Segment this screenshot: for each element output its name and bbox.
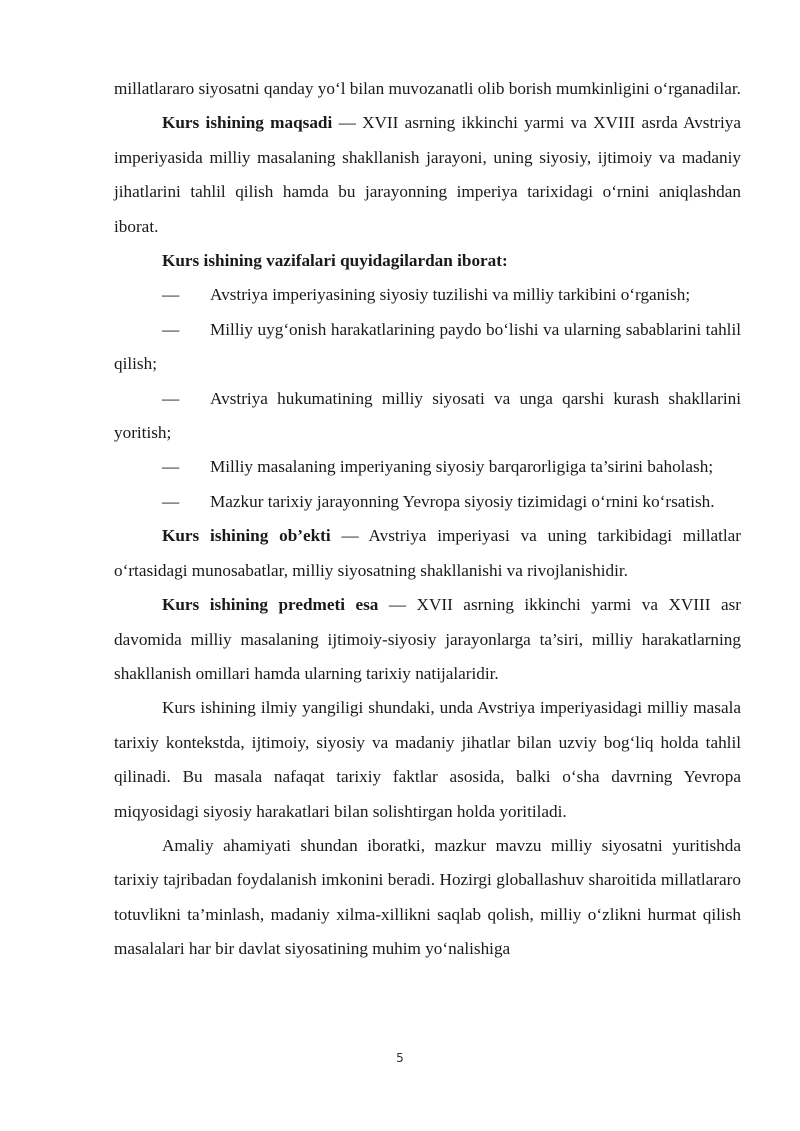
tasks-heading: Kurs ishining vazifalari quyidagilardan iborat: [162,251,508,271]
object-label: Kurs ishining ob’ekti [162,526,331,546]
document-page [114,72,741,967]
task-item-text: Milliy masalaning imperiyaning siyosiy barqarorligiga ta’sirini baholash; [210,457,714,477]
task-item-3 [114,382,741,451]
page-number: 5 [396,1051,404,1065]
task-item-2 [114,313,741,382]
novelty-paragraph: Kurs ishining ilmiy yangiligi shundaki, unda Avstriya imperiyasidagi milliy masala tarixiy kontekstda, ijtimoiy, siyosiy va madaniy jihatlar bilan uzviy bog‘liq holda tahlil qilinadi. Bu masala nafaqat tarixiy faktlar asosida, balki o‘sha davrning Yevropa miqyosidagi siyosiy harakatlari bilan solishtirgan holda yoritiladi. [114,698,741,821]
subject-label: Kurs ishining predmeti esa [162,595,379,615]
goal-text: — XVII asrning ikkinchi yarmi va XVIII asrda Avstriya imperiyasida milliy masalaning shakllanish jarayoni, uning siyosiy, ijtimoiy va madaniy jihatlarini tahlil qilish hamda bu jarayonning imperiya tarixidagi o‘rnini aniqlashdan iborat. [114,113,741,236]
significance-paragraph: Amaliy ahamiyati shundan iboratki, mazkur mavzu milliy siyosatni yuritishda tarixiy tajribadan foydalanish imkonini beradi. Hozirgi globallashuv sharoitida millatlararo totuvlikni ta’minlash, madaniy xilma-xillikni saqlab qolish, milliy o‘zlikni hurmat qilish masalalari har bir davlat siyosatining muhim yo‘nalishiga [114,835,741,959]
task-item-1 [114,278,741,312]
dash-bullet: — [162,491,180,511]
task-item-4 [114,450,741,484]
dash-bullet: — [162,285,180,305]
task-item-text: Avstriya hukumatining milliy siyosati va unga qarshi kurash shakllarini yoritish; [114,388,741,443]
task-item-text: Mazkur tarixiy jarayonning Yevropa siyosiy tizimidagi o‘rnini ko‘rsatish. [210,491,715,511]
object-text: — Avstriya imperiyasi va uning tarkibidagi millatlar o‘rtasidagi munosabatlar, milliy siyosatning shakllanishi va rivojlanishidir. [114,526,742,580]
subject-paragraph [114,588,741,691]
goal-paragraph [114,106,741,244]
dash-bullet: — [162,457,180,477]
task-item-text: Milliy uyg‘onish harakatlarining paydo bo‘lishi va ularning sabablarini tahlil qilish; [114,319,741,374]
subject-text: — XVII asrning ikkinchi yarmi va XVIII asr davomida milliy masalaning ijtimoiy-siyosiy jarayonlarga ta’siri, milliy harakatlarning shakllanish omillari hamda ularning tarixiy natijalaridir. [114,595,741,683]
intro-paragraph: millatlararo siyosatni qanday yo‘l bilan muvozanatli olib borish mumkinligini o‘rganadilar. [114,79,741,98]
task-item-5 [114,485,741,519]
task-item-text: Avstriya imperiyasining siyosiy tuzilishi va milliy tarkibini o‘rganish; [210,285,691,305]
dash-bullet: — [162,388,180,408]
dash-bullet: — [162,319,180,339]
object-paragraph [114,519,741,588]
goal-label: Kurs ishining maqsadi [162,113,333,133]
